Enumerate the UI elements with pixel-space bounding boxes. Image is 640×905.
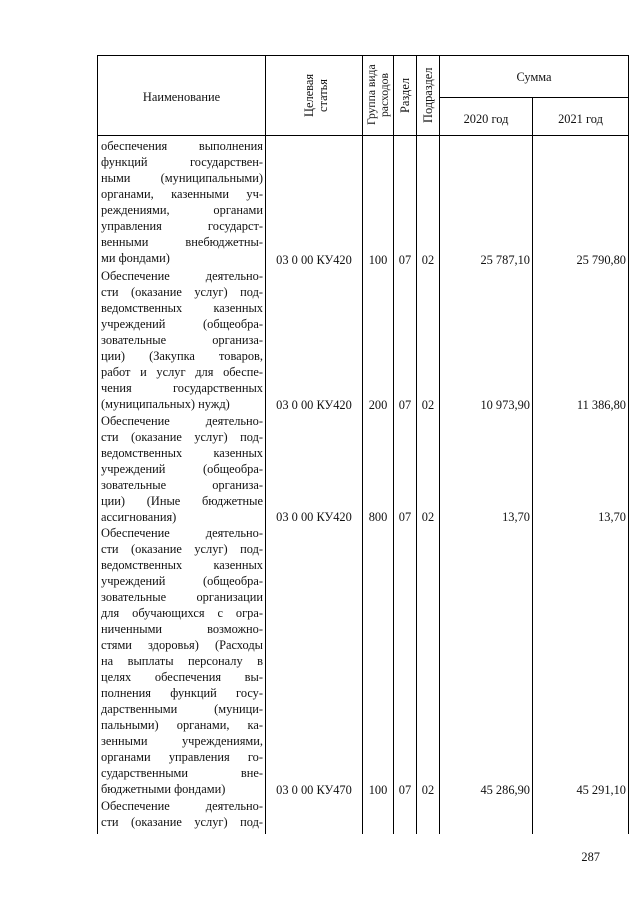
row-3-code: 03 0 00 КУ420 [276, 510, 352, 524]
name-line: зовательные организа- [101, 333, 263, 347]
name-line: сударственными вне- [101, 766, 263, 780]
row-4-section: 07 [398, 783, 412, 797]
name-line: сти (оказание услуг) под- [101, 285, 263, 299]
name-line: ции) (Иные бюджетные [101, 494, 263, 508]
name-line: управления государст- [101, 219, 263, 233]
name-line: Обеспечение деятельно- [101, 269, 263, 283]
name-line: бюджетными фондами) [101, 782, 226, 796]
row-2-2021: 11 386,80 [576, 398, 626, 412]
name-line: Обеспечение деятельно- [101, 799, 263, 813]
name-line: зовательные организа- [101, 478, 263, 492]
sum-header-divider [439, 97, 629, 98]
name-line: Обеспечение деятельно- [101, 526, 263, 540]
header-group: Группа вида расходов [365, 64, 391, 126]
row-1-2021: 25 790,80 [576, 253, 626, 267]
name-line: для обучающихся с огра- [101, 606, 263, 620]
table-left-border [97, 55, 98, 834]
name-line: ми фондами) [101, 251, 170, 265]
row-2-group: 200 [368, 398, 388, 412]
name-line: Обеспечение деятельно- [101, 414, 263, 428]
row-4-group: 100 [368, 783, 388, 797]
name-line: обеспечения выполнения [101, 139, 263, 153]
header-sum: Сумма [516, 70, 552, 84]
row-3-section: 07 [398, 510, 412, 524]
name-line: зенными учреждениями, [101, 734, 263, 748]
header-year-2021: 2021 год [558, 112, 603, 126]
name-line: полнения функций госу- [101, 686, 263, 700]
name-line: стями здоровья) (Расходы [101, 638, 263, 652]
row-4-2020: 45 286,90 [480, 783, 530, 797]
col-divider-name [265, 55, 266, 834]
row-3-2021: 13,70 [598, 510, 626, 524]
row-4-subsection: 02 [421, 783, 435, 797]
row-2-subsection: 02 [421, 398, 435, 412]
name-line: целях обеспечения вы- [101, 670, 263, 684]
row-1-subsection: 02 [421, 253, 435, 267]
page-number: 287 [581, 850, 600, 864]
name-line: функций государствен- [101, 155, 263, 169]
name-line: сти (оказание услуг) под- [101, 430, 263, 444]
header-bottom-border [97, 135, 629, 136]
name-line: (муниципальных) нужд) [101, 397, 230, 411]
name-line: зовательные организации [101, 590, 263, 604]
row-2-section: 07 [398, 398, 412, 412]
row-3-2020: 13,70 [502, 510, 530, 524]
row-3-group: 800 [368, 510, 388, 524]
row-3-name [101, 413, 263, 525]
row-4-2021: 45 291,10 [576, 783, 626, 797]
header-target: Целевая статья [302, 73, 330, 117]
col-divider-target [362, 55, 363, 834]
name-line: ции) (Закупка товаров, [101, 349, 263, 363]
row-1-section: 07 [398, 253, 412, 267]
name-line: ведомственных казенных [101, 446, 263, 460]
name-line: учреждений (общеобра- [101, 317, 263, 331]
name-line: дарственными (муници- [101, 702, 263, 716]
name-line: ниченными возможно- [101, 622, 263, 636]
header-section: Раздел [398, 77, 412, 113]
row-1-group: 100 [368, 253, 388, 267]
name-line: органами, казенными уч- [101, 187, 263, 201]
name-line: чения государственных [101, 381, 263, 395]
col-divider-year [532, 97, 533, 834]
name-line: органами управления го- [101, 750, 263, 764]
row-1-code: 03 0 00 КУ420 [276, 253, 352, 267]
table-right-border [628, 55, 629, 834]
row-2-2020: 10 973,90 [480, 398, 530, 412]
name-line: ассигнования) [101, 510, 177, 524]
name-line: работ и услуг для обеспе- [101, 365, 263, 379]
header-name: Наименование [142, 90, 221, 104]
table-top-border [97, 55, 629, 56]
name-line: сти (оказание услуг) под- [101, 542, 263, 556]
row-1-2020: 25 787,10 [480, 253, 530, 267]
row-2-code: 03 0 00 КУ420 [276, 398, 352, 412]
name-line: учреждений (общеобра- [101, 574, 263, 588]
name-line: ведомственных казенных [101, 301, 263, 315]
header-year-2020: 2020 год [463, 112, 509, 126]
name-line: ведомственных казенных [101, 558, 263, 572]
row-3-subsection: 02 [421, 510, 435, 524]
col-divider-section [416, 55, 417, 834]
row-4-name [101, 525, 263, 797]
name-line: на выплаты персоналу в [101, 654, 263, 668]
row-1-name [101, 138, 263, 266]
name-line: учреждений (общеобра- [101, 462, 263, 476]
header-subsection: Подраздел [421, 67, 435, 123]
name-line: сти (оказание услуг) под- [101, 815, 263, 829]
row-5-name [101, 798, 263, 830]
col-divider-subsection [439, 55, 440, 834]
name-line: венными внебюджетны- [101, 235, 263, 249]
name-line: реждениями, органами [101, 203, 263, 217]
name-line: пальными) органами, ка- [101, 718, 263, 732]
name-line: ными (муниципальными) [101, 171, 263, 185]
row-4-code: 03 0 00 КУ470 [276, 783, 352, 797]
col-divider-group [393, 55, 394, 834]
row-2-name [101, 268, 263, 412]
